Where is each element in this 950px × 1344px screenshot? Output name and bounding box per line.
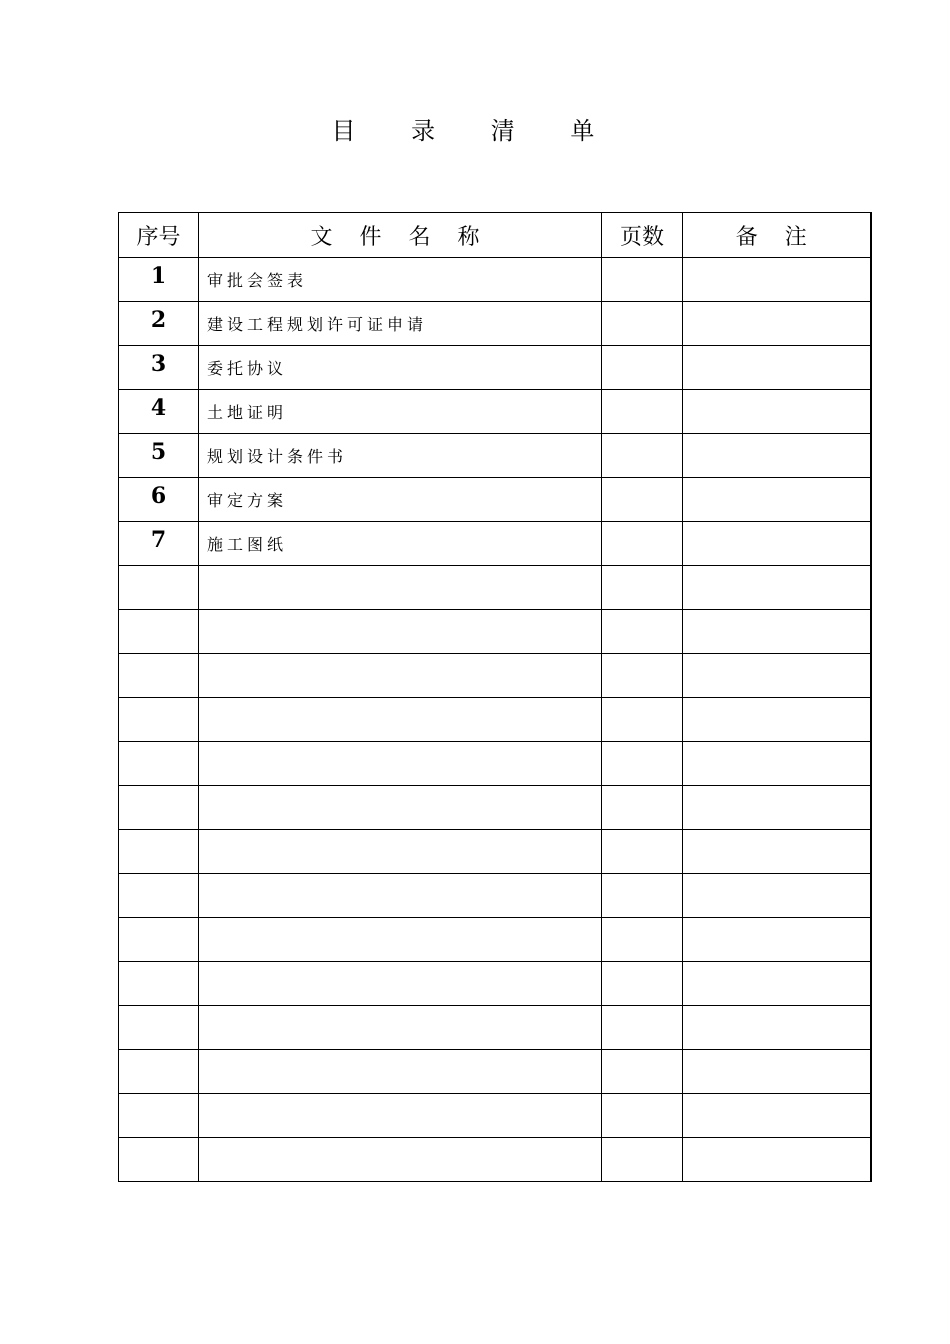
row-pages-cell bbox=[602, 434, 683, 478]
row-pages-cell bbox=[602, 1006, 683, 1050]
header-pages: 页数 bbox=[602, 213, 683, 258]
row-pages-cell bbox=[602, 522, 683, 566]
row-remarks-cell bbox=[683, 1050, 871, 1094]
row-remarks-cell bbox=[683, 390, 871, 434]
row-pages-cell bbox=[602, 302, 683, 346]
row-remarks-cell bbox=[683, 522, 871, 566]
table-row bbox=[119, 302, 871, 346]
row-seq-cell bbox=[119, 566, 199, 610]
row-remarks-cell bbox=[683, 478, 871, 522]
table-body bbox=[119, 258, 871, 1182]
table-row bbox=[119, 1094, 871, 1138]
row-seq-cell bbox=[119, 610, 199, 654]
table-row bbox=[119, 786, 871, 830]
row-name-cell: 委托协议 bbox=[199, 346, 602, 390]
row-remarks-cell bbox=[683, 1138, 871, 1182]
table-row bbox=[119, 258, 871, 302]
table-row bbox=[119, 1006, 871, 1050]
table-row bbox=[119, 346, 871, 390]
row-name-cell bbox=[199, 962, 602, 1006]
row-seq-cell: 2 bbox=[119, 302, 199, 346]
row-seq-cell bbox=[119, 1138, 199, 1182]
row-remarks-cell bbox=[683, 566, 871, 610]
row-seq-cell: 5 bbox=[119, 434, 199, 478]
row-seq-cell: 6 bbox=[119, 478, 199, 522]
row-name-cell bbox=[199, 874, 602, 918]
row-remarks-cell bbox=[683, 962, 871, 1006]
table-row bbox=[119, 478, 871, 522]
row-remarks-cell bbox=[683, 1006, 871, 1050]
table-row bbox=[119, 610, 871, 654]
row-seq-cell bbox=[119, 786, 199, 830]
row-seq-cell bbox=[119, 1094, 199, 1138]
row-seq-cell: 4 bbox=[119, 390, 199, 434]
row-name-cell: 建设工程规划许可证申请 bbox=[199, 302, 602, 346]
row-pages-cell bbox=[602, 1050, 683, 1094]
document-list-table bbox=[118, 212, 872, 1182]
header-remarks: 备 注 bbox=[683, 213, 871, 258]
row-name-cell bbox=[199, 1138, 602, 1182]
table-header-row bbox=[119, 213, 871, 258]
table-row bbox=[119, 1138, 871, 1182]
row-pages-cell bbox=[602, 258, 683, 302]
table-row bbox=[119, 1050, 871, 1094]
row-seq-cell: 1 bbox=[119, 258, 199, 302]
table-row bbox=[119, 874, 871, 918]
header-seq: 序号 bbox=[119, 213, 199, 258]
row-pages-cell bbox=[602, 830, 683, 874]
row-remarks-cell bbox=[683, 830, 871, 874]
row-remarks-cell bbox=[683, 918, 871, 962]
row-name-cell bbox=[199, 1006, 602, 1050]
row-seq-cell bbox=[119, 654, 199, 698]
row-name-cell bbox=[199, 742, 602, 786]
row-name-cell bbox=[199, 610, 602, 654]
row-seq-cell bbox=[119, 918, 199, 962]
row-name-cell: 施工图纸 bbox=[199, 522, 602, 566]
table-row bbox=[119, 918, 871, 962]
table-row bbox=[119, 654, 871, 698]
row-pages-cell bbox=[602, 346, 683, 390]
row-seq-cell bbox=[119, 1050, 199, 1094]
table-row bbox=[119, 962, 871, 1006]
row-pages-cell bbox=[602, 874, 683, 918]
row-name-cell: 规划设计条件书 bbox=[199, 434, 602, 478]
row-pages-cell bbox=[602, 610, 683, 654]
row-name-cell bbox=[199, 786, 602, 830]
row-name-cell bbox=[199, 654, 602, 698]
row-seq-cell bbox=[119, 742, 199, 786]
row-remarks-cell bbox=[683, 302, 871, 346]
row-pages-cell bbox=[602, 918, 683, 962]
row-pages-cell bbox=[602, 742, 683, 786]
table-row bbox=[119, 522, 871, 566]
row-remarks-cell bbox=[683, 258, 871, 302]
row-name-cell bbox=[199, 1094, 602, 1138]
row-pages-cell bbox=[602, 786, 683, 830]
row-remarks-cell bbox=[683, 698, 871, 742]
table-row bbox=[119, 390, 871, 434]
row-remarks-cell bbox=[683, 742, 871, 786]
row-seq-cell: 3 bbox=[119, 346, 199, 390]
table-row bbox=[119, 434, 871, 478]
row-remarks-cell bbox=[683, 654, 871, 698]
row-pages-cell bbox=[602, 478, 683, 522]
row-name-cell bbox=[199, 1050, 602, 1094]
row-remarks-cell bbox=[683, 1094, 871, 1138]
row-seq-cell bbox=[119, 830, 199, 874]
row-remarks-cell bbox=[683, 874, 871, 918]
row-name-cell bbox=[199, 566, 602, 610]
table-row bbox=[119, 566, 871, 610]
page-title: 目 录 清 单 bbox=[331, 117, 619, 145]
row-pages-cell bbox=[602, 654, 683, 698]
row-pages-cell bbox=[602, 390, 683, 434]
table-row bbox=[119, 698, 871, 742]
row-seq-cell bbox=[119, 962, 199, 1006]
row-seq-cell: 7 bbox=[119, 522, 199, 566]
row-pages-cell bbox=[602, 962, 683, 1006]
row-name-cell: 审定方案 bbox=[199, 478, 602, 522]
row-pages-cell bbox=[602, 1138, 683, 1182]
row-pages-cell bbox=[602, 566, 683, 610]
row-pages-cell bbox=[602, 698, 683, 742]
row-name-cell bbox=[199, 698, 602, 742]
row-remarks-cell bbox=[683, 346, 871, 390]
table-row bbox=[119, 830, 871, 874]
row-name-cell bbox=[199, 830, 602, 874]
row-name-cell: 审批会签表 bbox=[199, 258, 602, 302]
header-name: 文 件 名 称 bbox=[199, 213, 602, 258]
table-row bbox=[119, 742, 871, 786]
row-remarks-cell bbox=[683, 610, 871, 654]
row-pages-cell bbox=[602, 1094, 683, 1138]
row-seq-cell bbox=[119, 1006, 199, 1050]
row-remarks-cell bbox=[683, 434, 871, 478]
row-remarks-cell bbox=[683, 786, 871, 830]
row-seq-cell bbox=[119, 874, 199, 918]
row-name-cell bbox=[199, 918, 602, 962]
row-seq-cell bbox=[119, 698, 199, 742]
row-name-cell: 土地证明 bbox=[199, 390, 602, 434]
